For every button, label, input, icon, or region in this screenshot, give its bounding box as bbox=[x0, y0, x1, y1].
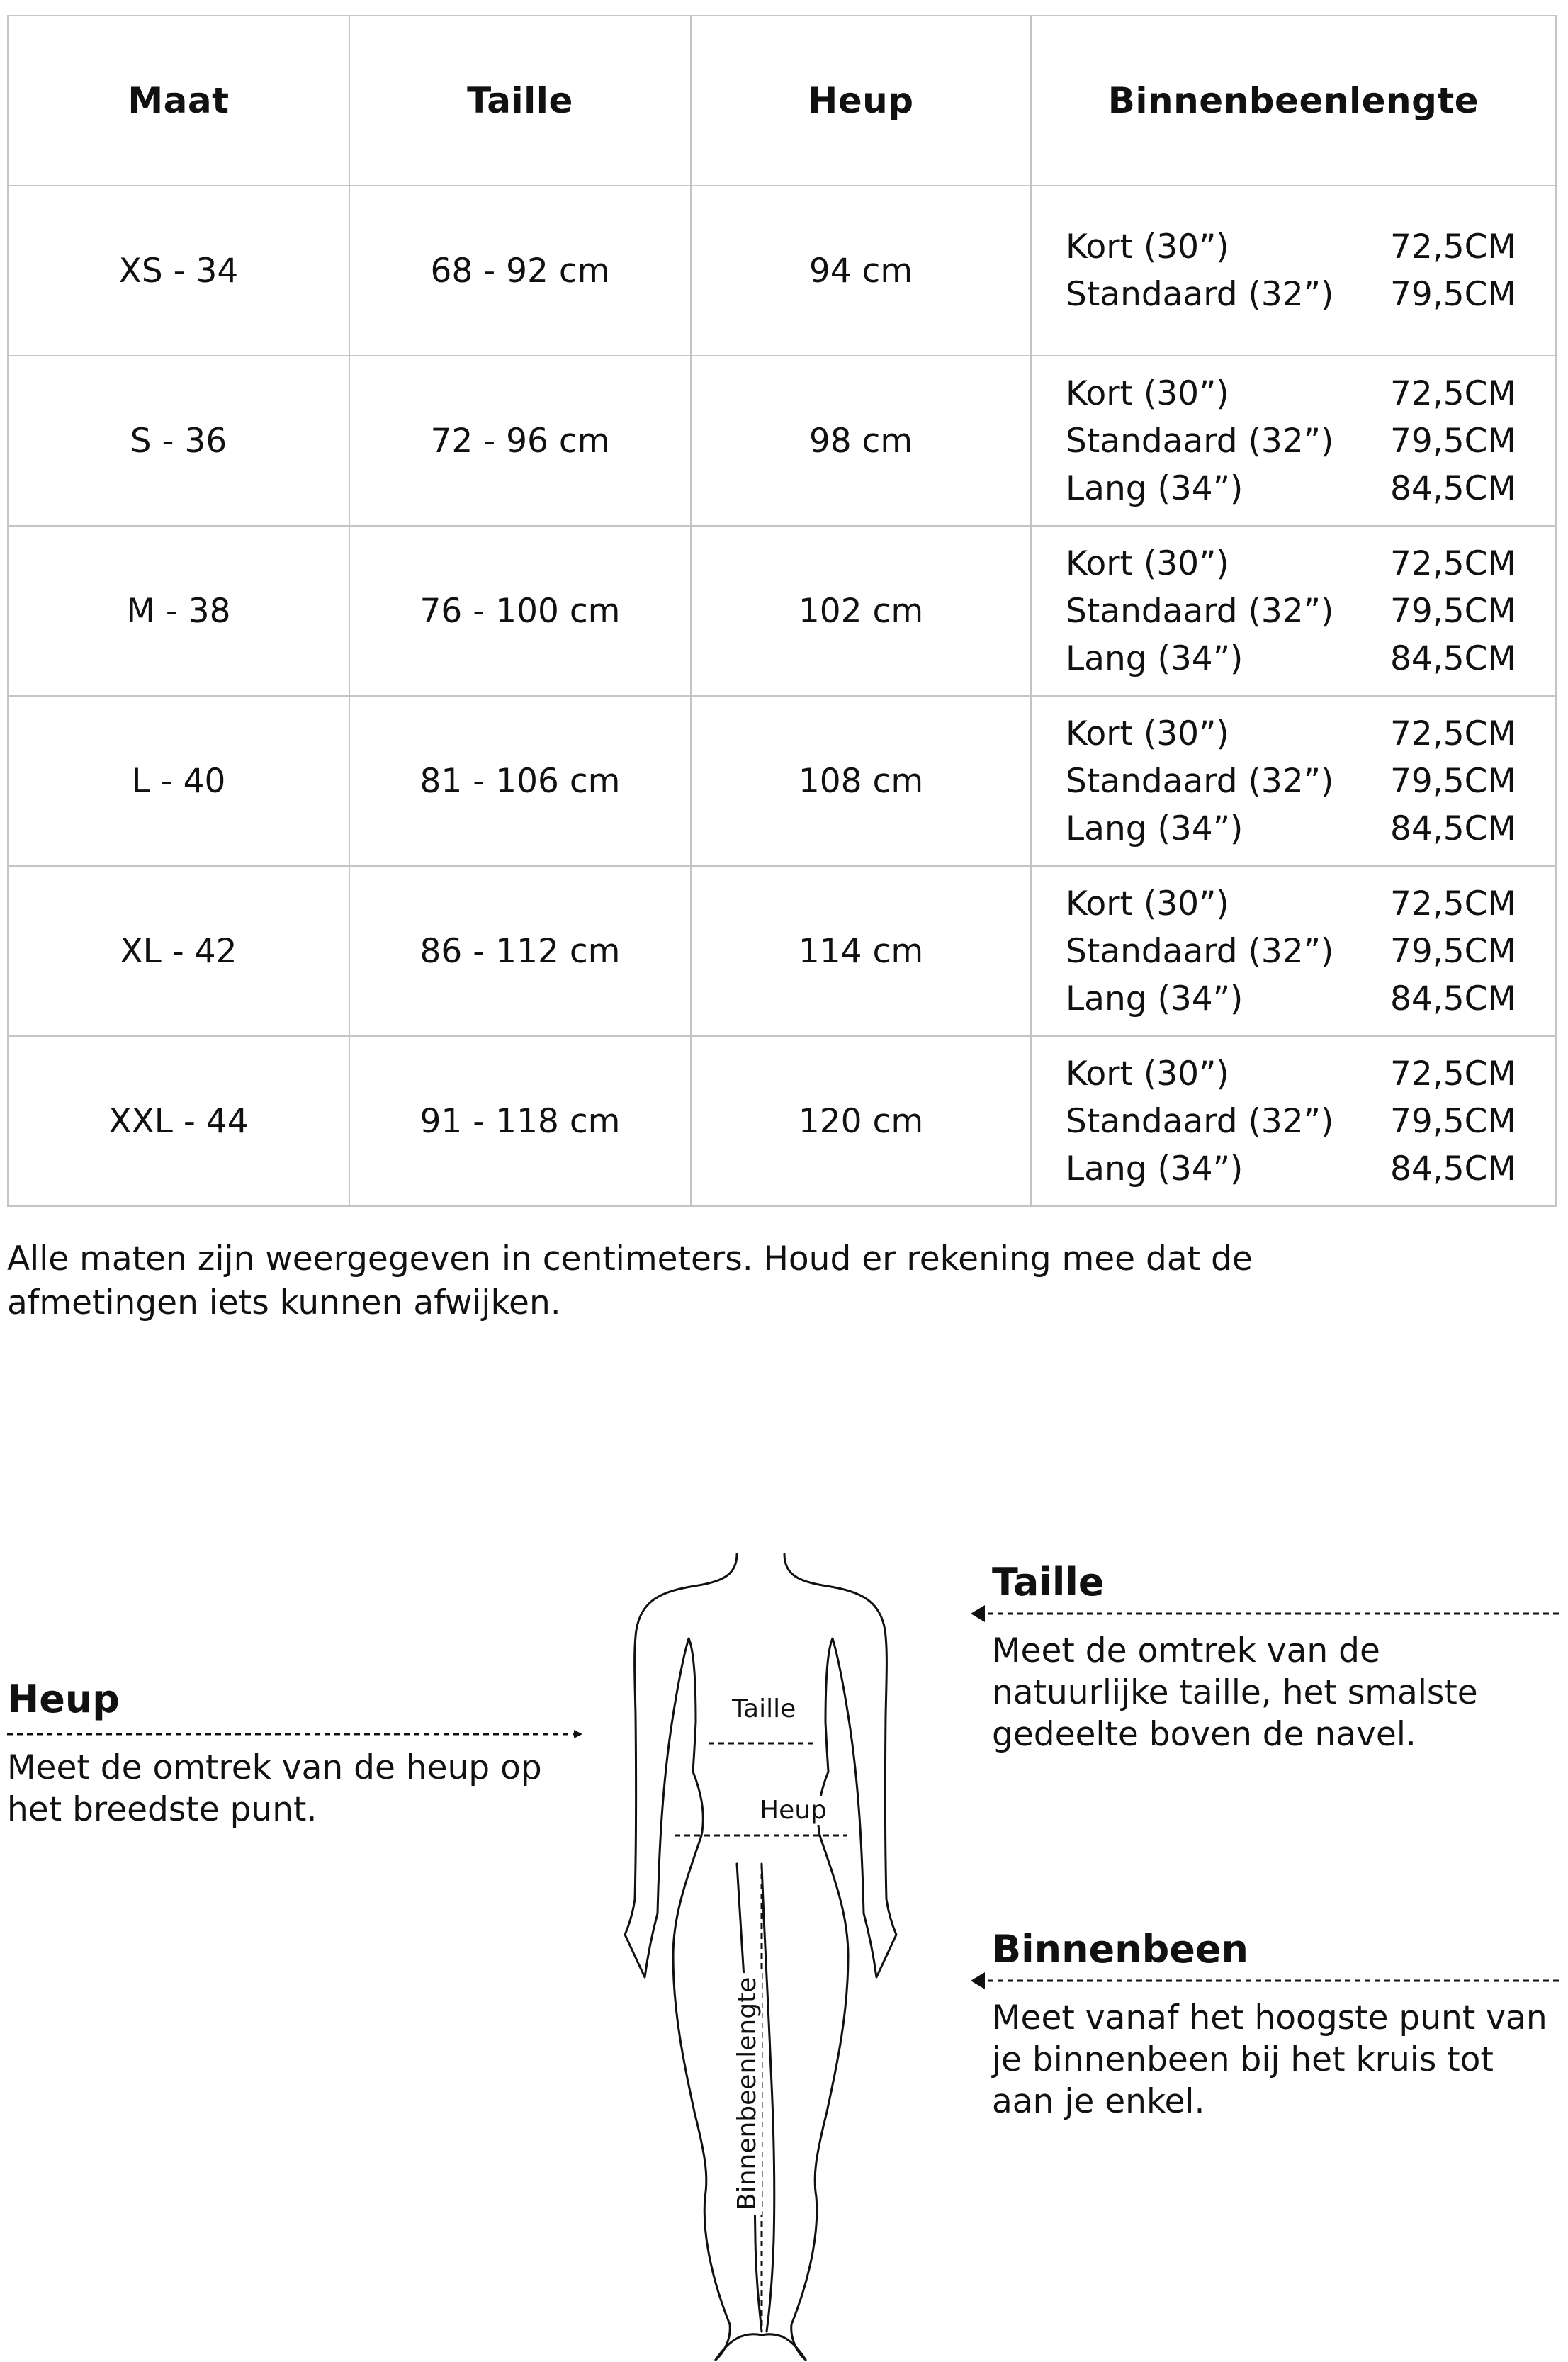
cell-hip: 120 cm bbox=[691, 1036, 1031, 1206]
cell-hip: 102 cm bbox=[691, 526, 1031, 696]
cell-size: XL - 42 bbox=[8, 866, 349, 1036]
inseam-option-label: Standaard (32”) bbox=[1066, 421, 1334, 461]
inseam-option-value: 72,5CM bbox=[1389, 227, 1516, 266]
table-row bbox=[8, 526, 1556, 696]
inseam-option bbox=[1066, 710, 1516, 758]
cell-waist: 68 - 92 cm bbox=[349, 186, 691, 356]
cell-inseam bbox=[1031, 526, 1556, 696]
body-outline bbox=[625, 1554, 896, 2360]
table-row bbox=[8, 1036, 1556, 1206]
inseam-option bbox=[1066, 465, 1516, 512]
inseam-option-label: Standaard (32”) bbox=[1066, 275, 1334, 314]
header-size: Maat bbox=[8, 16, 349, 186]
cell-hip: 114 cm bbox=[691, 866, 1031, 1036]
table-body bbox=[8, 186, 1556, 1206]
figure-label-inseam: Binnenbeenlengte bbox=[733, 1973, 762, 2215]
waist-guide-arrow-head bbox=[971, 1605, 985, 1622]
hip-guide-heading: Heup bbox=[7, 1677, 120, 1721]
inseam-guide-heading: Binnenbeen bbox=[992, 1927, 1248, 1972]
inseam-option bbox=[1066, 1098, 1516, 1145]
inseam-option-label: Lang (34”) bbox=[1066, 979, 1243, 1018]
inseam-option-value: 79,5CM bbox=[1389, 275, 1516, 314]
inseam-option-value: 79,5CM bbox=[1389, 761, 1516, 801]
cell-waist: 81 - 106 cm bbox=[349, 696, 691, 866]
inseam-option-label: Standaard (32”) bbox=[1066, 931, 1334, 971]
inseam-option-value: 79,5CM bbox=[1389, 591, 1516, 631]
cell-waist: 72 - 96 cm bbox=[349, 356, 691, 526]
inseam-option-value: 72,5CM bbox=[1389, 544, 1516, 583]
cell-waist: 76 - 100 cm bbox=[349, 526, 691, 696]
hip-guide bbox=[7, 1676, 560, 1830]
inseam-option-value: 72,5CM bbox=[1389, 1054, 1516, 1093]
inseam-option-label: Lang (34”) bbox=[1066, 639, 1243, 678]
inseam-option-label: Lang (34”) bbox=[1066, 809, 1243, 848]
inseam-option-value: 84,5CM bbox=[1389, 809, 1516, 848]
inseam-option-label: Kort (30”) bbox=[1066, 714, 1229, 753]
inseam-option-label: Standaard (32”) bbox=[1066, 591, 1334, 631]
header-hip: Heup bbox=[691, 16, 1031, 186]
inseam-option-value: 79,5CM bbox=[1389, 931, 1516, 971]
cell-hip: 94 cm bbox=[691, 186, 1031, 356]
cell-size: S - 36 bbox=[8, 356, 349, 526]
inseam-option-label: Lang (34”) bbox=[1066, 468, 1243, 508]
table-row bbox=[8, 696, 1556, 866]
inseam-option-value: 84,5CM bbox=[1389, 639, 1516, 678]
table-row bbox=[8, 356, 1556, 526]
inseam-option-value: 84,5CM bbox=[1389, 979, 1516, 1018]
inseam-option-value: 79,5CM bbox=[1389, 1101, 1516, 1141]
cell-size: XXL - 44 bbox=[8, 1036, 349, 1206]
cell-hip: 108 cm bbox=[691, 696, 1031, 866]
inseam-option bbox=[1066, 758, 1516, 805]
cell-size: XS - 34 bbox=[8, 186, 349, 356]
size-chart-table bbox=[7, 15, 1557, 1207]
inseam-option-label: Kort (30”) bbox=[1066, 1054, 1229, 1093]
cell-inseam bbox=[1031, 866, 1556, 1036]
inseam-option-label: Kort (30”) bbox=[1066, 544, 1229, 583]
cell-size: L - 40 bbox=[8, 696, 349, 866]
inseam-option bbox=[1066, 417, 1516, 465]
cell-hip: 98 cm bbox=[691, 356, 1031, 526]
header-inseam: Binnenbeenlengte bbox=[1031, 16, 1556, 186]
table-row bbox=[8, 866, 1556, 1036]
inseam-option bbox=[1066, 1050, 1516, 1098]
inseam-option-label: Kort (30”) bbox=[1066, 227, 1229, 266]
waist-guide-description: Meet de omtrek van de natuurlijke taille, het smalste gedeelte boven de navel. bbox=[992, 1631, 1478, 1754]
inseam-option-label: Kort (30”) bbox=[1066, 884, 1229, 923]
inseam-option bbox=[1066, 928, 1516, 975]
cell-inseam bbox=[1031, 186, 1556, 356]
inseam-option-value: 72,5CM bbox=[1389, 714, 1516, 753]
inseam-option bbox=[1066, 1145, 1516, 1193]
cell-waist: 91 - 118 cm bbox=[349, 1036, 691, 1206]
inseam-option-value: 72,5CM bbox=[1389, 373, 1516, 413]
inseam-option-value: 79,5CM bbox=[1389, 421, 1516, 461]
inseam-option bbox=[1066, 223, 1516, 271]
figure-label-waist: Taille bbox=[729, 1695, 799, 1723]
inseam-option-value: 84,5CM bbox=[1389, 1149, 1516, 1188]
waist-guide bbox=[992, 1559, 1559, 1755]
hip-guide-description: Meet de omtrek van de heup op het breedste punt. bbox=[7, 1748, 542, 1829]
cell-waist: 86 - 112 cm bbox=[349, 866, 691, 1036]
figure-label-hip: Heup bbox=[757, 1796, 830, 1825]
cell-inseam bbox=[1031, 696, 1556, 866]
inseam-option-value: 84,5CM bbox=[1389, 468, 1516, 508]
inseam-option bbox=[1066, 635, 1516, 682]
cell-inseam bbox=[1031, 1036, 1556, 1206]
inseam-option-label: Lang (34”) bbox=[1066, 1149, 1243, 1188]
inseam-option-label: Standaard (32”) bbox=[1066, 1101, 1334, 1141]
inseam-guide-description: Meet vanaf het hoogste punt van je binnenbeen bij het kruis tot aan je enkel. bbox=[992, 1998, 1547, 2121]
inseam-option bbox=[1066, 587, 1516, 635]
cell-size: M - 38 bbox=[8, 526, 349, 696]
inseam-option-value: 72,5CM bbox=[1389, 884, 1516, 923]
inseam-option-label: Kort (30”) bbox=[1066, 373, 1229, 413]
inseam-option bbox=[1066, 540, 1516, 587]
inseam-option bbox=[1066, 880, 1516, 928]
waist-guide-heading: Taille bbox=[992, 1560, 1105, 1604]
table-row bbox=[8, 186, 1556, 356]
header-waist: Taille bbox=[349, 16, 691, 186]
table-header-row bbox=[8, 16, 1556, 186]
inseam-option bbox=[1066, 370, 1516, 417]
inseam-guide bbox=[992, 1926, 1559, 2122]
inseam-option bbox=[1066, 805, 1516, 853]
inseam-guide-arrow-head bbox=[971, 1972, 985, 1989]
cell-inseam bbox=[1031, 356, 1556, 526]
inseam-option bbox=[1066, 975, 1516, 1023]
measurement-note: Alle maten zijn weergegeven in centimeters. Houd er rekening mee dat de afmetingen iets kunnen afwijken. bbox=[7, 1239, 1253, 1322]
inseam-option bbox=[1066, 271, 1516, 318]
inseam-option-label: Standaard (32”) bbox=[1066, 761, 1334, 801]
